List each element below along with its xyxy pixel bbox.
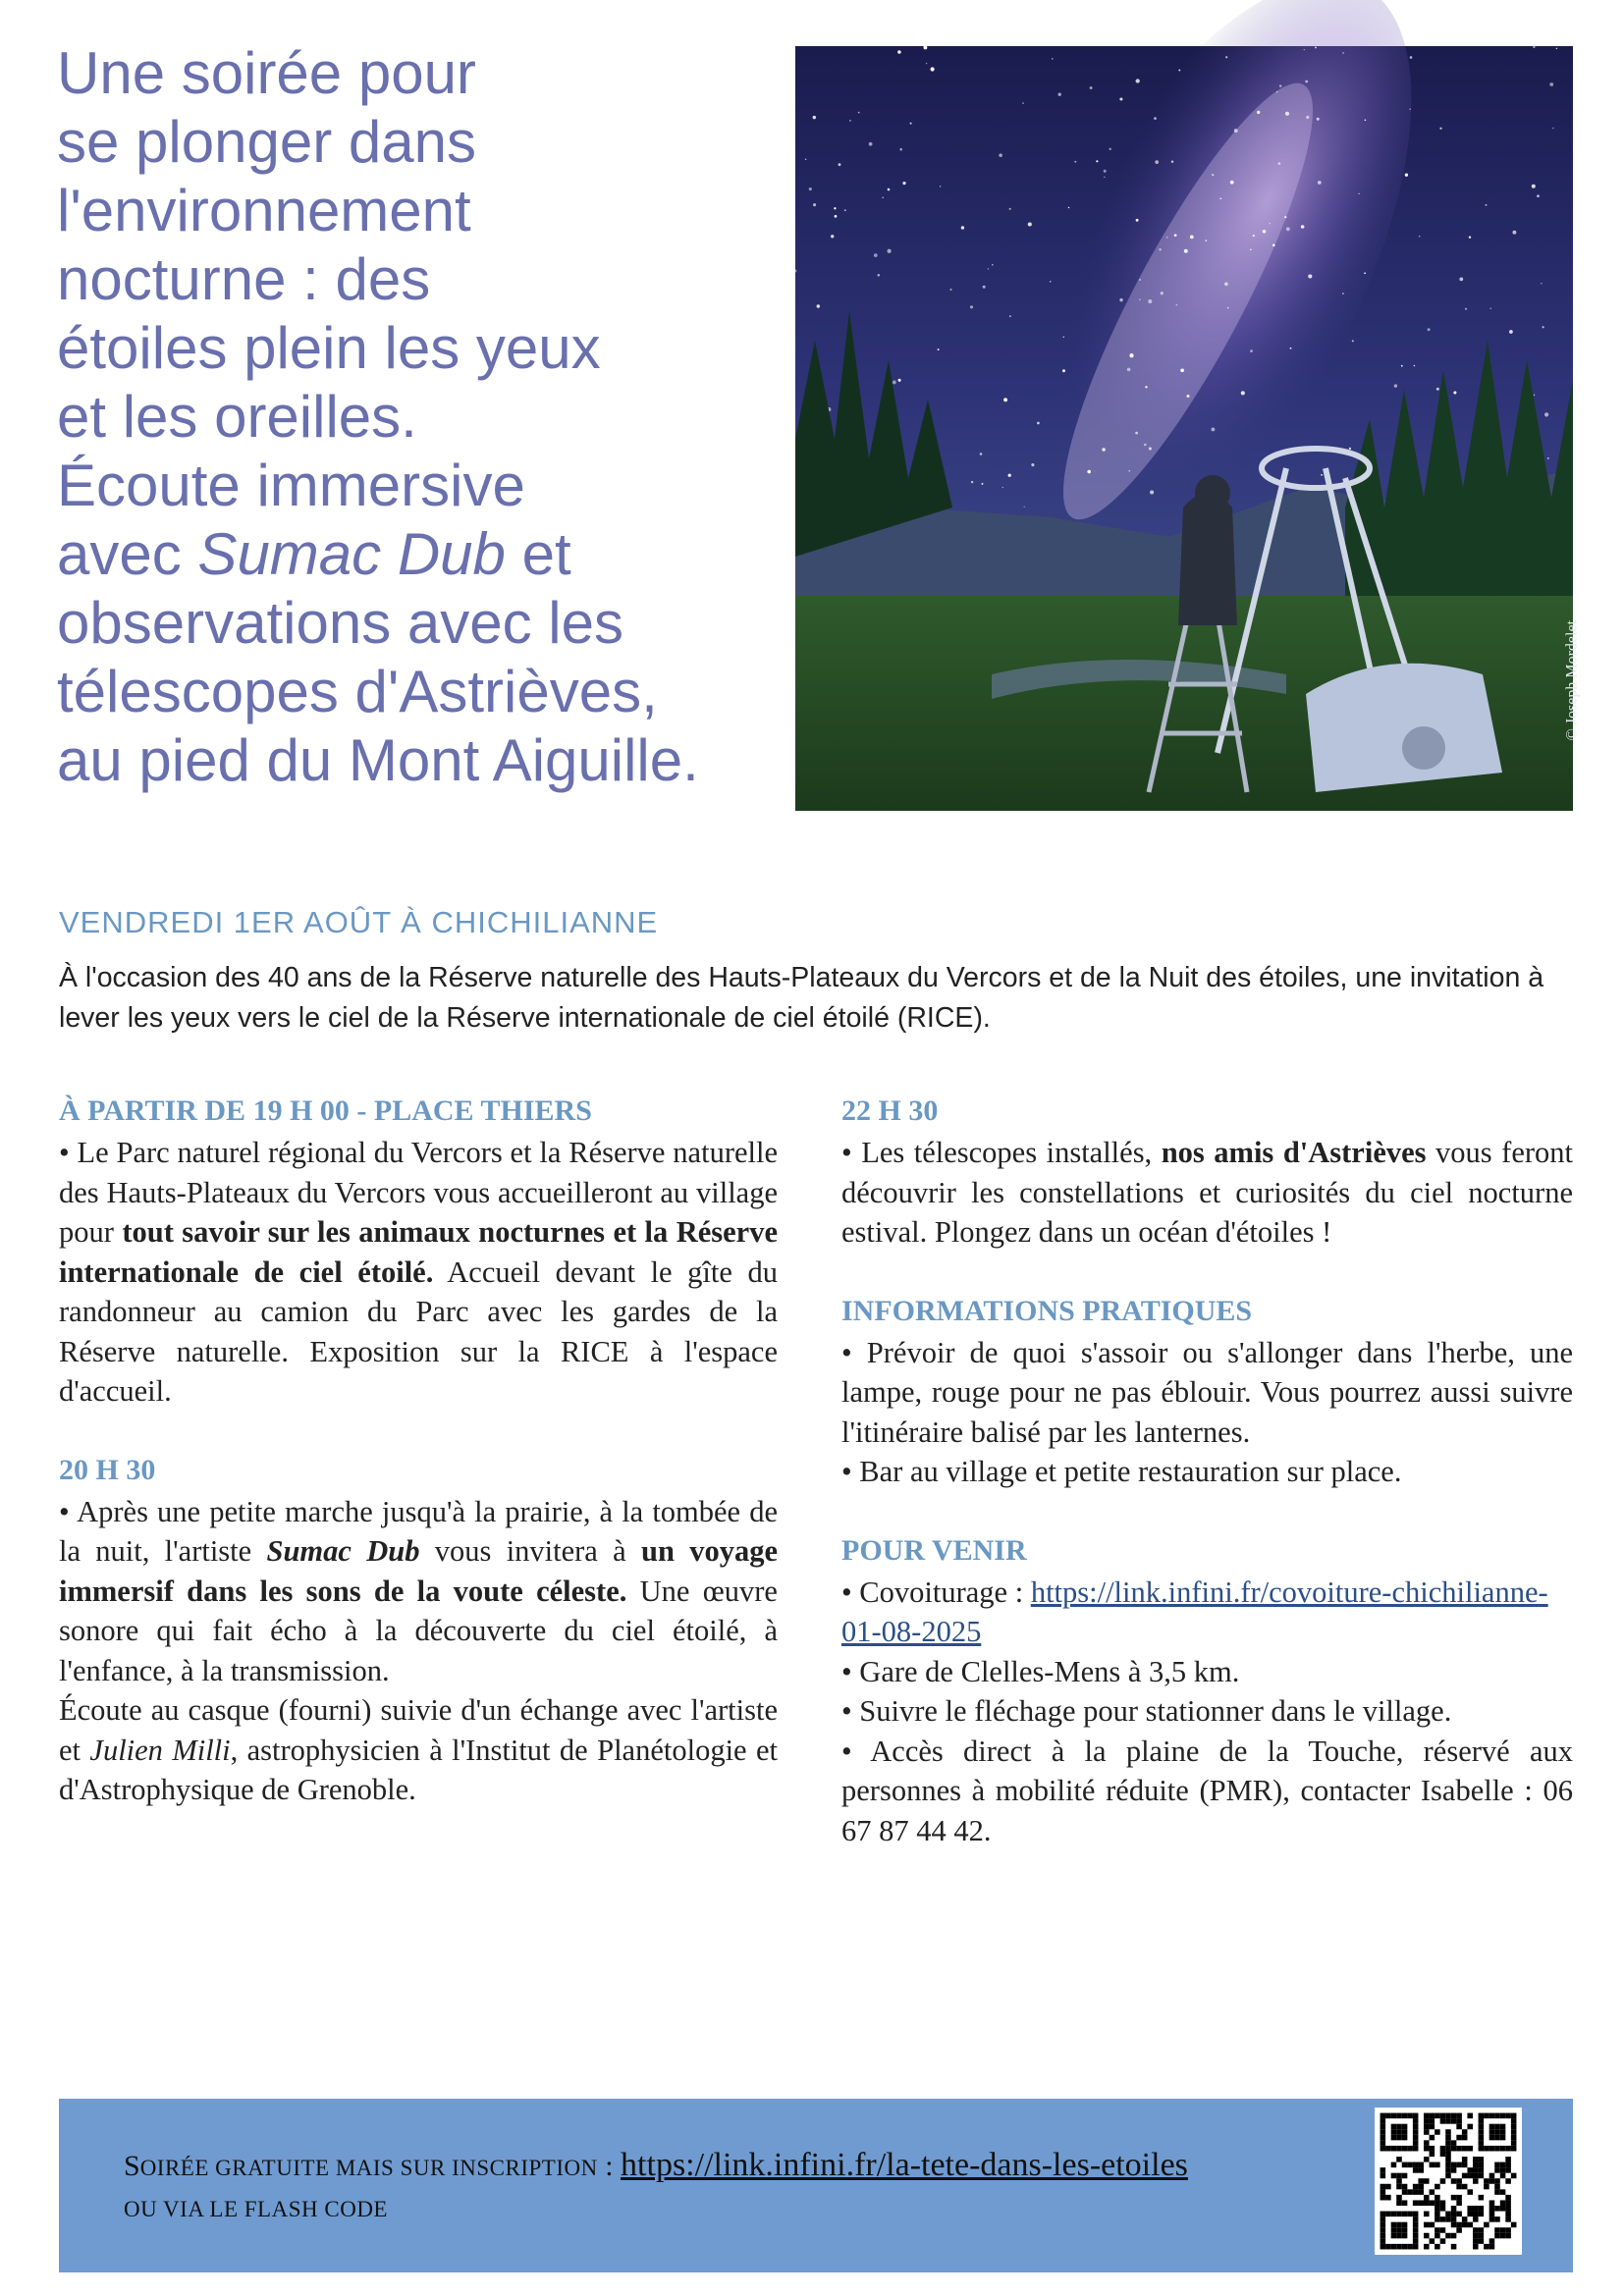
text: vous feront découvrir les constellations et curiosités du ciel nocturne estival. Plongez dans un océan d'étoiles ! <box>841 1136 1573 1249</box>
text: • Après une petite marche jusqu'à la prairie, à la tombée de la nuit, l'artiste <box>59 1494 778 1568</box>
headline-line: nocturne : des <box>57 246 431 312</box>
headline-line: observations avec les <box>57 590 623 656</box>
section-body-19h <box>59 1133 778 1412</box>
access-item-carpool <box>841 1573 1573 1652</box>
section-title-19h: À PARTIR DE 19 H 00 - PLACE THIERS <box>59 1095 592 1127</box>
access-item: • Gare de Clelles-Mens à 3,5 km. <box>841 1654 1240 1688</box>
headline-line: télescopes d'Astrièves, <box>57 659 658 724</box>
text-bold: un voyage immersif dans les sons de la voute céleste. <box>59 1534 778 1608</box>
footer-line1 <box>124 2144 1188 2190</box>
section-title-access: POUR VENIR <box>841 1533 1027 1567</box>
info-item: • Prévoir de quoi s'assoir ou s'allonger dans l'herbe, une lampe, rouge pour ne pas éblouir. Vous pourrez aussi suivre l'itinéraire balisé par les lanternes. <box>841 1335 1573 1449</box>
section-body-20h30 <box>59 1492 778 1691</box>
text: vous invitera à <box>419 1534 641 1568</box>
text-bold: nos amis d'Astrièves <box>1161 1136 1427 1169</box>
text-bold: tout savoir sur les animaux nocturnes et la Réserve internationale de ciel étoilé. <box>59 1215 778 1289</box>
text: , astrophysicien à l'Institut de Planétologie et d'Astrophysique de Grenoble. <box>59 1733 778 1806</box>
carpool-link[interactable]: https://link.infini.fr/covoiture-chichilianne-01-08-2025 <box>841 1575 1548 1648</box>
headline-line: Une soirée pour <box>57 40 476 106</box>
section-body-22h30 <box>841 1133 1573 1253</box>
photo-credit: © Joseph Mordelet <box>1563 620 1580 741</box>
headline-line <box>57 520 784 589</box>
right-column <box>841 1092 1573 1850</box>
access-item: • Accès direct à la plaine de la Touche, réservé aux personnes à mobilité réduite (PMR), contacter Isabelle : 06 67 87 44 42. <box>841 1734 1573 1847</box>
headline <box>57 39 784 795</box>
qr-code[interactable] <box>1375 2108 1522 2255</box>
artist-name: Sumac Dub <box>197 521 506 587</box>
scientist-name: Julien Milli <box>89 1733 231 1767</box>
section-body-20h30-cont <box>59 1690 778 1810</box>
text: Écoute au casque (fourni) suivie d'un échange avec l'artiste et <box>59 1693 778 1767</box>
headline-line: se plonger dans <box>57 109 476 175</box>
footer-line2: OU VIA LE FLASH CODE <box>124 2197 388 2221</box>
headline-line: et les oreilles. <box>57 384 417 450</box>
headline-line: l'environnement <box>57 178 471 243</box>
headline-text: avec <box>57 521 198 587</box>
text: OIRÉE GRATUITE MAIS SUR INSCRIPTION <box>139 2156 598 2180</box>
section-title-22h30: 22 H 30 <box>841 1095 939 1127</box>
telescope-photo-illustration <box>795 46 1573 811</box>
left-column <box>59 1092 778 1810</box>
intro-text: À l'occasion des 40 ans de la Réserve naturelle des Hauts-Plateaux du Vercors et de la Nuit des étoiles, une invitation à lever les yeux vers le ciel de la Réserve internationale de ciel étoilé (RICE). <box>59 962 1544 1034</box>
footer-text <box>124 2144 1188 2229</box>
text: • Le Parc naturel régional du Vercors et la Réserve naturelle des Hauts-Plateaux du Vercors vous accueilleront au village pour <box>59 1136 778 1249</box>
text: : <box>597 2150 622 2182</box>
event-date: VENDREDI 1ER AOÛT À CHICHILIANNE <box>59 905 659 939</box>
qr-code-graphic <box>1375 2108 1522 2255</box>
registration-footer <box>59 2099 1573 2272</box>
headline-line: Écoute immersive <box>57 453 525 518</box>
registration-link[interactable]: https://link.infini.fr/la-tete-dans-les-etoiles <box>621 2147 1188 2183</box>
headline-line: étoiles plein les yeux <box>57 315 601 381</box>
text: S <box>124 2150 140 2182</box>
text: Accueil devant le gîte du randonneur au camion du Parc avec les gardes de la Réserve naturelle. Exposition sur la RICE à l'espace d'accueil. <box>59 1255 779 1408</box>
section-title-20h30: 20 H 30 <box>59 1453 156 1486</box>
section-title-infos: INFORMATIONS PRATIQUES <box>841 1294 1253 1327</box>
info-item: • Bar au village et petite restauration sur place. <box>841 1455 1402 1488</box>
headline-line: au pied du Mont Aiguille. <box>57 727 699 793</box>
artist-name: Sumac Dub <box>266 1534 420 1568</box>
night-sky-photo <box>795 46 1580 811</box>
access-item: • Suivre le fléchage pour stationner dans le village. <box>841 1694 1452 1728</box>
headline-text: et <box>505 521 571 587</box>
text: • Les télescopes installés, <box>841 1136 1162 1169</box>
text: • Covoiturage : <box>841 1575 1031 1609</box>
text: Une œuvre sonore qui fait écho à la découverte du ciel étoilé, à l'enfance, à la transmission. <box>59 1574 778 1687</box>
